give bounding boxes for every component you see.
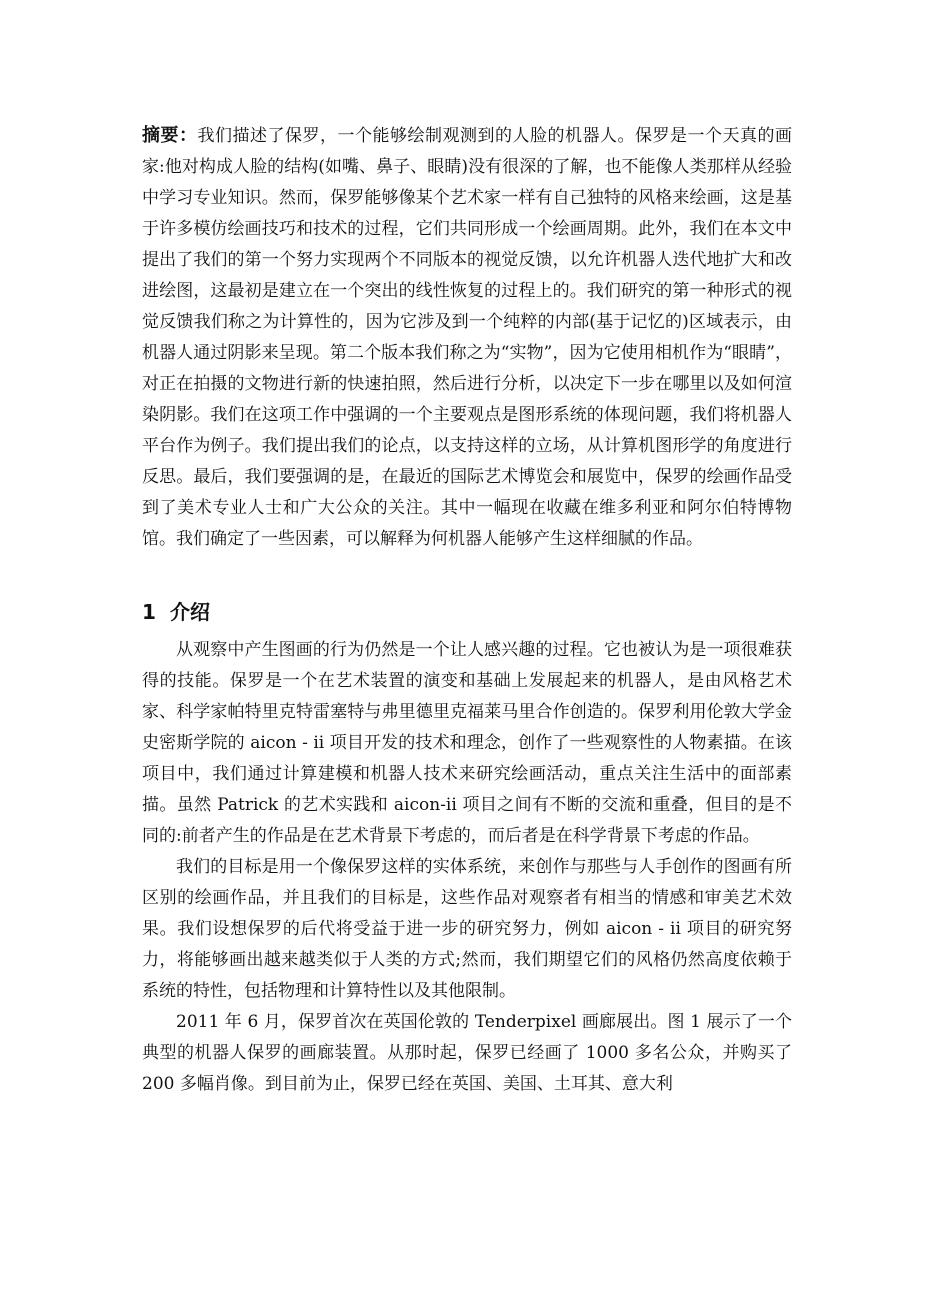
section-heading	[142, 595, 792, 629]
body-paragraph: 从观察中产生图画的行为仍然是一个让人感兴趣的过程。它也被认为是一项很难获得的技能。保罗是一个在艺术装置的演变和基础上发展起来的机器人，是由风格艺术家、科学家帕特里克特雷塞特与弗里德里克福莱马里合作创造的。保罗利用伦敦大学金史密斯学院的 aicon - ii 项目开发的技术和理念，创作了一些观察性的人物素描。在该项目中，我们通过计算建模和机器人技术来研究绘画活动，重点关注生活中的面部素描。虽然 Patrick 的艺术实践和 aicon-ii 项目之间有不断的交流和重叠，但目的是不同的:前者产生的作品是在艺术背景下考虑的，而后者是在科学背景下考虑的作品。	[142, 640, 792, 846]
section-number: 1	[142, 600, 156, 624]
body-paragraph: 我们的目标是用一个像保罗这样的实体系统，来创作与那些与人手创作的图画有所区别的绘画作品，并且我们的目标是，这些作品对观察者有相当的情感和审美艺术效果。我们设想保罗的后代将受益于进一步的研究努力，例如 aicon - ii 项目的研究努力，将能够画出越来越类似于人类的方式;然而，我们期望它们的风格仍然高度依赖于系统的特性，包括物理和计算特性以及其他限制。	[142, 857, 792, 1001]
abstract-text: 我们描述了保罗，一个能够绘制观测到的人脸的机器人。保罗是一个天真的画家:他对构成人脸的结构(如嘴、鼻子、眼睛)没有很深的了解，也不能像人类那样从经验中学习专业知识。然而，保罗能够像某个艺术家一样有自己独特的风格来绘画，这是基于许多模仿绘画技巧和技术的过程，它们共同形成一个绘画周期。此外，我们在本文中提出了我们的第一个努力实现两个不同版本的视觉反馈，以允许机器人迭代地扩大和改进绘图，这最初是建立在一个突出的线性恢复的过程上的。我们研究的第一种形式的视觉反馈我们称之为计算性的，因为它涉及到一个纯粹的内部(基于记忆的)区域表示，由机器人通过阴影来呈现。第二个版本我们称之为“实物”，因为它使用相机作为“眼睛”，对正在拍摄的文物进行新的快速拍照，然后进行分析，以决定下一步在哪里以及如何渲染阴影。我们在这项工作中强调的一个主要观点是图形系统的体现问题，我们将机器人平台作为例子。我们提出我们的论点，以支持这样的立场，从计算机图形学的角度进行反思。最后，我们要强调的是，在最近的国际艺术博览会和展览中，保罗的绘画作品受到了美术专业人士和广大公众的关注。其中一幅现在收藏在维多利亚和阿尔伯特博物馆。我们确定了一些因素，可以解释为何机器人能够产生这样细腻的作品。	[142, 126, 792, 549]
abstract-paragraph	[142, 120, 792, 555]
page-content	[142, 120, 792, 1100]
body-paragraph: 2011 年 6 月，保罗首次在英国伦敦的 Tenderpixel 画廊展出。图 1 展示了一个典型的机器人保罗的画廊装置。从那时起，保罗已经画了 1000 多名公众，并购买了 200 多幅肖像。到目前为止，保罗已经在英国、美国、土耳其、意大利	[142, 1012, 792, 1094]
abstract-label: 摘要：	[142, 125, 198, 146]
section-title: 介绍	[170, 600, 210, 624]
